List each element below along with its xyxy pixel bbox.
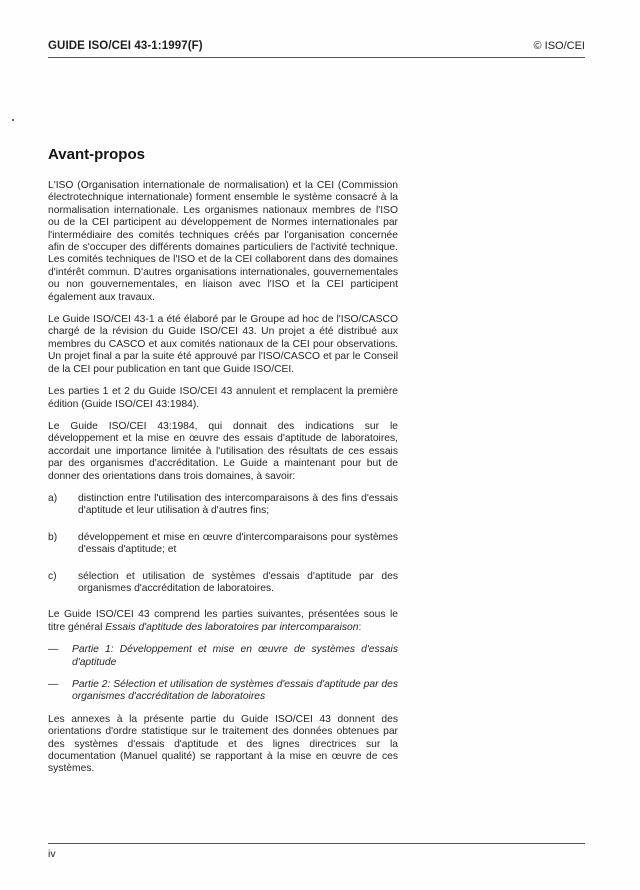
header-rule — [48, 57, 585, 58]
part-title: Partie 1: Développement et mise en œuvre de systèmes d'essais d'aptitude — [72, 644, 398, 668]
list-item-letter: a) — [48, 492, 58, 504]
closing-paragraph: Les annexes à la présente partie du Guide ISO/CEI 43 donnent des orientations d'ordre statistique sur le traitement des données obtenues par des systèmes d'essais d'aptitude et des lignes directrices sur la documentation (Manuel qualité) se rapportant à la mise en œuvre de ces systèmes. — [48, 713, 398, 775]
section-title: Avant-propos — [48, 146, 145, 163]
parts-intro-prefix: Le Guide ISO/CEI 43 comprend les parties suivantes, présentées sous le titre général — [48, 609, 398, 633]
foreword-body — [48, 180, 398, 786]
part-title: Partie 2: Sélection et utilisation de systèmes d'essais d'aptitude par des organismes d'accréditation de laboratoires — [72, 679, 398, 703]
document-id: GUIDE ISO/CEI 43-1:1997(F) — [48, 40, 203, 52]
list-item-letter: c) — [48, 570, 57, 582]
dash-bullet: — — [48, 644, 59, 656]
parts-intro — [48, 609, 398, 634]
list-item-text: distinction entre l'utilisation des intercomparaisons à des fins d'essais d'aptitude et leur utilisation à d'autres fins; — [78, 492, 398, 517]
dash-bullet: — — [48, 679, 59, 690]
part-entry — [48, 679, 398, 704]
scan-speck — [12, 119, 14, 121]
list-item-text: sélection et utilisation de systèmes d'essais d'aptitude par des organismes d'accréditation de laboratoires. — [78, 570, 398, 594]
list-item — [48, 493, 398, 518]
list-item — [48, 532, 398, 557]
part-entry — [48, 644, 398, 669]
list-item — [48, 571, 398, 596]
parts-intro-suffix: : — [358, 621, 362, 633]
paragraph: Les parties 1 et 2 du Guide ISO/CEI 43 annulent et remplacent la première édition (Guide ISO/CEI 43:1984). — [48, 386, 398, 410]
paragraph: L'ISO (Organisation internationale de normalisation) et la CEI (Commission électrotechnique internationale) forment ensemble le système consacré à la normalisation internationale. Les organismes nationaux membres de l'ISO ou de la CEI participent au développement de Normes internationales par l'intermédiaire des comités techniques créés par l'organisation concernée afin de s'occuper des différents domaines particuliers de l'activité technique. Les comités techniques de l'ISO et de la CEI collaborent dans des domaines d'intérêt commun. D'autres organisations internationales, gouvernementales ou non gouvernementales, en liaison avec l'ISO et la CEI participent également aux travaux. — [48, 180, 398, 303]
list-item-text: développement et mise en œuvre d'intercomparaisons pour systèmes d'essais d'aptitude; et — [78, 531, 398, 556]
page-header — [48, 40, 585, 58]
list-item-letter: b) — [48, 531, 58, 543]
paragraph: Le Guide ISO/CEI 43:1984, qui donnait des indications sur le développement et la mise en œuvre des essais d'aptitude de laboratoires, accordait une importance limitée à l'utilisation des résultats de ces essais par des organismes d'accréditation. Le Guide a maintenant pour but de donner des orientations dans trois domaines, à savoir: — [48, 420, 398, 482]
parts-general-title: Essais d'aptitude des laboratoires par intercomparaison — [105, 621, 359, 633]
page-number: iv — [48, 848, 56, 860]
copyright-notice: © ISO/CEI — [533, 40, 585, 52]
paragraph: Le Guide ISO/CEI 43-1 a été élaboré par le Groupe ad hoc de l'ISO/CASCO chargé de la révision du Guide ISO/CEI 43. Un projet a été distribué aux membres du CASCO et aux comités nationaux de la CEI pour observations. Un projet final a par la suite été approuvé par l'ISO/CASCO et par le Conseil de la CEI pour publication en tant que Guide ISO/CEI. — [48, 314, 398, 375]
footer-rule — [48, 843, 585, 844]
